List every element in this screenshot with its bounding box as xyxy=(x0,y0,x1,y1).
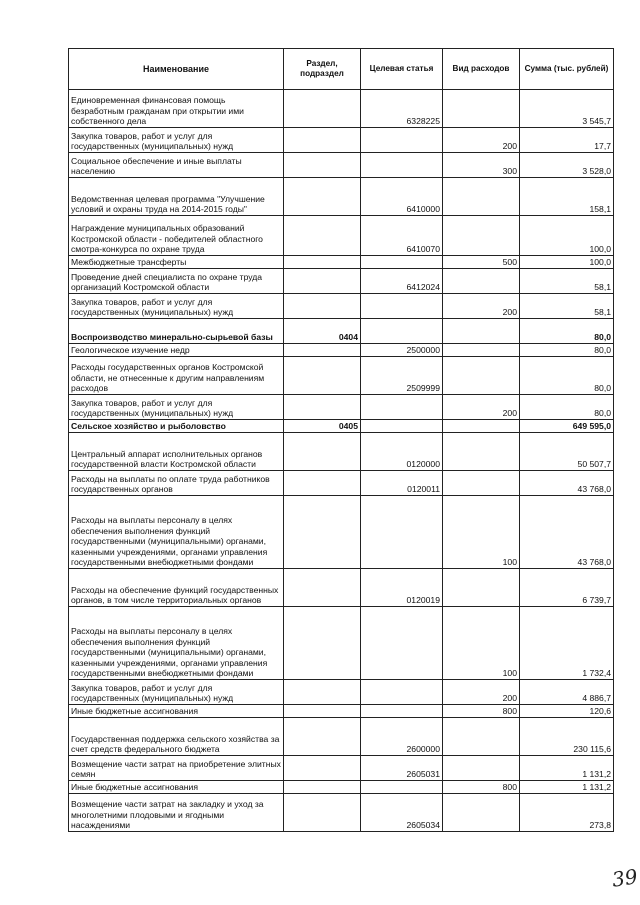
row-name-cell: Единовременная финансовая помощь безработным гражданам при открытии ими собственного дела xyxy=(69,90,284,128)
row-target-cell xyxy=(361,294,443,319)
row-type-cell xyxy=(443,794,520,832)
row-type-cell xyxy=(443,433,520,471)
row-name-cell: Проведение дней специалиста по охране труда организаций Костромской области xyxy=(69,269,284,294)
row-section-cell xyxy=(284,256,361,269)
row-sum-cell: 80,0 xyxy=(520,344,614,357)
row-type-cell: 200 xyxy=(443,395,520,420)
row-name-cell: Ведомственная целевая программа "Улучшение условий и охраны труда на 2014-2015 годы" xyxy=(69,178,284,216)
table-row xyxy=(69,294,614,319)
row-section-cell xyxy=(284,705,361,718)
row-type-cell: 300 xyxy=(443,153,520,178)
row-target-cell: 2600000 xyxy=(361,718,443,756)
row-section-cell: 0405 xyxy=(284,420,361,433)
row-target-cell: 6328225 xyxy=(361,90,443,128)
row-section-cell xyxy=(284,153,361,178)
header-section: Раздел, подраздел xyxy=(284,49,361,90)
row-section-cell xyxy=(284,718,361,756)
row-type-cell xyxy=(443,90,520,128)
row-sum-cell: 4 886,7 xyxy=(520,680,614,705)
row-name-cell: Закупка товаров, работ и услуг для государственных (муниципальных) нужд xyxy=(69,128,284,153)
table-row xyxy=(69,153,614,178)
row-target-cell xyxy=(361,395,443,420)
row-sum-cell: 100,0 xyxy=(520,256,614,269)
header-name: Наименование xyxy=(69,49,284,90)
row-type-cell: 200 xyxy=(443,680,520,705)
row-section-cell xyxy=(284,607,361,680)
row-target-cell xyxy=(361,607,443,680)
table-row xyxy=(69,794,614,832)
row-name-cell: Закупка товаров, работ и услуг для государственных (муниципальных) нужд xyxy=(69,680,284,705)
row-name-cell: Социальное обеспечение и иные выплаты населению xyxy=(69,153,284,178)
row-sum-cell: 1 131,2 xyxy=(520,756,614,781)
row-sum-cell: 1 131,2 xyxy=(520,781,614,794)
row-section-cell xyxy=(284,680,361,705)
row-target-cell: 2605031 xyxy=(361,756,443,781)
row-name-cell: Награждение муниципальных образований Костромской области - победителей областного смотра-конкурса по охране труда xyxy=(69,216,284,256)
row-type-cell xyxy=(443,357,520,395)
table-row xyxy=(69,420,614,433)
row-section-cell xyxy=(284,395,361,420)
table-row xyxy=(69,433,614,471)
row-target-cell xyxy=(361,256,443,269)
row-target-cell xyxy=(361,781,443,794)
row-sum-cell: 273,8 xyxy=(520,794,614,832)
row-sum-cell: 58,1 xyxy=(520,294,614,319)
row-section-cell xyxy=(284,569,361,607)
row-name-cell: Закупка товаров, работ и услуг для государственных (муниципальных) нужд xyxy=(69,294,284,319)
row-name-cell: Расходы на обеспечение функций государственных органов, в том числе территориальных органов xyxy=(69,569,284,607)
header-type: Вид расходов xyxy=(443,49,520,90)
row-sum-cell: 3 545,7 xyxy=(520,90,614,128)
row-sum-cell: 6 739,7 xyxy=(520,569,614,607)
row-section-cell xyxy=(284,433,361,471)
row-name-cell: Иные бюджетные ассигнования xyxy=(69,781,284,794)
row-type-cell: 200 xyxy=(443,128,520,153)
row-sum-cell: 158,1 xyxy=(520,178,614,216)
row-section-cell xyxy=(284,269,361,294)
row-sum-cell: 17,7 xyxy=(520,128,614,153)
row-section-cell xyxy=(284,471,361,496)
row-sum-cell: 80,0 xyxy=(520,357,614,395)
row-name-cell: Возмещение части затрат на приобретение элитных семян xyxy=(69,756,284,781)
row-section-cell xyxy=(284,294,361,319)
row-name-cell: Иные бюджетные ассигнования xyxy=(69,705,284,718)
row-section-cell xyxy=(284,781,361,794)
row-name-cell: Расходы на выплаты персоналу в целях обеспечения выполнения функций государственными (муниципальными) органами, казенными учреждениями, органами управления государственными внебюджетными фондами xyxy=(69,496,284,569)
row-name-cell: Геологическое изучение недр xyxy=(69,344,284,357)
row-type-cell: 200 xyxy=(443,294,520,319)
table-row xyxy=(69,269,614,294)
row-section-cell xyxy=(284,756,361,781)
row-name-cell: Государственная поддержка сельского хозяйства за счет средств федерального бюджета xyxy=(69,718,284,756)
row-section-cell xyxy=(284,90,361,128)
table-row xyxy=(69,395,614,420)
row-name-cell: Возмещение части затрат на закладку и уход за многолетними плодовыми и ягодными насаждениями xyxy=(69,794,284,832)
table-row xyxy=(69,128,614,153)
row-sum-cell: 80,0 xyxy=(520,319,614,344)
row-name-cell: Воспроизводство минерально-сырьевой базы xyxy=(69,319,284,344)
row-type-cell: 800 xyxy=(443,781,520,794)
row-target-cell: 6410000 xyxy=(361,178,443,216)
row-section-cell xyxy=(284,216,361,256)
header-target: Целевая статья xyxy=(361,49,443,90)
row-type-cell xyxy=(443,569,520,607)
row-section-cell xyxy=(284,794,361,832)
row-target-cell: 0120000 xyxy=(361,433,443,471)
row-target-cell xyxy=(361,496,443,569)
table-body xyxy=(69,90,614,832)
row-target-cell xyxy=(361,705,443,718)
budget-table xyxy=(68,48,614,832)
row-section-cell: 0404 xyxy=(284,319,361,344)
row-target-cell xyxy=(361,153,443,178)
row-section-cell xyxy=(284,357,361,395)
row-sum-cell: 100,0 xyxy=(520,216,614,256)
row-target-cell xyxy=(361,680,443,705)
row-sum-cell: 1 732,4 xyxy=(520,607,614,680)
row-section-cell xyxy=(284,344,361,357)
table-row xyxy=(69,256,614,269)
row-type-cell xyxy=(443,718,520,756)
table-row xyxy=(69,90,614,128)
table-row xyxy=(69,344,614,357)
row-sum-cell: 120,6 xyxy=(520,705,614,718)
row-sum-cell: 43 768,0 xyxy=(520,496,614,569)
row-sum-cell: 58,1 xyxy=(520,269,614,294)
row-type-cell: 100 xyxy=(443,496,520,569)
table-row xyxy=(69,756,614,781)
table-row xyxy=(69,680,614,705)
table-row xyxy=(69,178,614,216)
row-target-cell xyxy=(361,319,443,344)
row-type-cell xyxy=(443,216,520,256)
table-row xyxy=(69,216,614,256)
page-number: 39 xyxy=(610,864,639,892)
table-row xyxy=(69,718,614,756)
table-header-row xyxy=(69,49,614,90)
row-target-cell: 6412024 xyxy=(361,269,443,294)
table-row xyxy=(69,471,614,496)
row-sum-cell: 230 115,6 xyxy=(520,718,614,756)
row-sum-cell: 80,0 xyxy=(520,395,614,420)
row-target-cell: 6410070 xyxy=(361,216,443,256)
row-section-cell xyxy=(284,178,361,216)
row-target-cell: 2509999 xyxy=(361,357,443,395)
row-name-cell: Межбюджетные трансферты xyxy=(69,256,284,269)
row-sum-cell: 50 507,7 xyxy=(520,433,614,471)
row-target-cell xyxy=(361,128,443,153)
row-section-cell xyxy=(284,496,361,569)
table-row xyxy=(69,357,614,395)
row-type-cell xyxy=(443,420,520,433)
row-type-cell: 800 xyxy=(443,705,520,718)
row-name-cell: Закупка товаров, работ и услуг для государственных (муниципальных) нужд xyxy=(69,395,284,420)
header-sum: Сумма (тыс. рублей) xyxy=(520,49,614,90)
row-type-cell: 100 xyxy=(443,607,520,680)
row-name-cell: Центральный аппарат исполнительных органов государственной власти Костромской области xyxy=(69,433,284,471)
row-target-cell: 2605034 xyxy=(361,794,443,832)
row-type-cell xyxy=(443,269,520,294)
row-type-cell xyxy=(443,178,520,216)
row-type-cell xyxy=(443,319,520,344)
table-row xyxy=(69,705,614,718)
row-target-cell: 0120019 xyxy=(361,569,443,607)
row-sum-cell: 43 768,0 xyxy=(520,471,614,496)
row-target-cell xyxy=(361,420,443,433)
row-type-cell: 500 xyxy=(443,256,520,269)
row-type-cell xyxy=(443,344,520,357)
row-name-cell: Расходы на выплаты персоналу в целях обеспечения выполнения функций государственными (муниципальными) органами, казенными учреждениями, органами управления государственными внебюджетными фондами xyxy=(69,607,284,680)
row-sum-cell: 649 595,0 xyxy=(520,420,614,433)
table-row xyxy=(69,781,614,794)
row-type-cell xyxy=(443,471,520,496)
row-name-cell: Расходы государственных органов Костромской области, не отнесенные к другим направлениям расходов xyxy=(69,357,284,395)
row-sum-cell: 3 528,0 xyxy=(520,153,614,178)
table-row xyxy=(69,607,614,680)
row-target-cell: 0120011 xyxy=(361,471,443,496)
table-row xyxy=(69,569,614,607)
row-type-cell xyxy=(443,756,520,781)
row-name-cell: Сельское хозяйство и рыболовство xyxy=(69,420,284,433)
table-row xyxy=(69,319,614,344)
table-row xyxy=(69,496,614,569)
row-name-cell: Расходы на выплаты по оплате труда работников государственных органов xyxy=(69,471,284,496)
row-section-cell xyxy=(284,128,361,153)
row-target-cell: 2500000 xyxy=(361,344,443,357)
